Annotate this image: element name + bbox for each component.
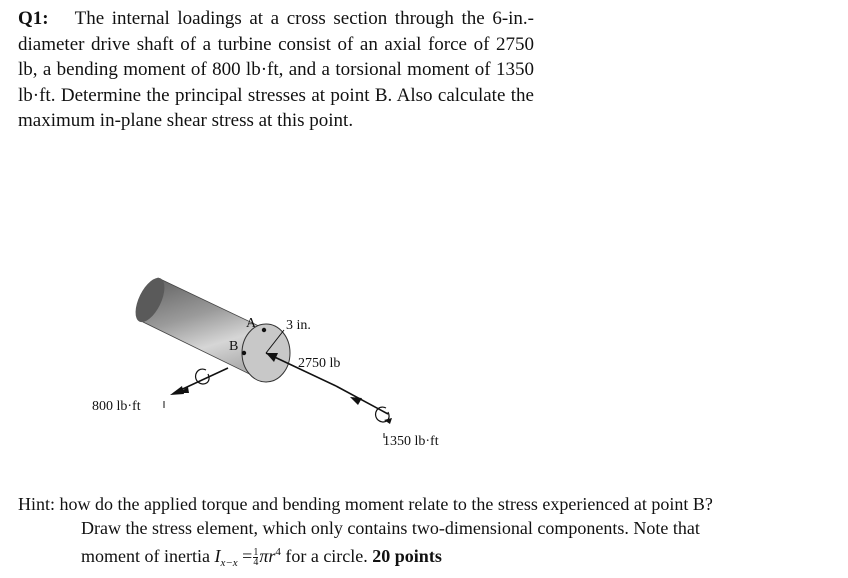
- inertia-symbol: I: [214, 546, 221, 566]
- shaft-figure: [88, 258, 488, 458]
- hint-line-3-suffix: for a circle.: [285, 546, 368, 566]
- torque-label: 1350 lb·ft: [383, 434, 439, 449]
- axial-force-label: 2750 lb: [298, 356, 341, 371]
- points-value: 20 points: [372, 546, 442, 566]
- exponent: 4: [275, 546, 281, 558]
- equals-sign: =: [242, 546, 253, 566]
- bending-moment-arrowhead: [170, 386, 184, 395]
- shaft-drawing: [88, 258, 488, 458]
- hint-line-3: [18, 540, 838, 575]
- hint-line-3-prefix: moment of inertia: [81, 546, 210, 566]
- torque-arrowhead: [350, 397, 362, 405]
- point-b-marker: [242, 351, 246, 355]
- question-text: [18, 6, 534, 134]
- hint-text: [18, 492, 838, 575]
- radius-label: 3 in.: [286, 318, 311, 333]
- question-body: The internal loadings at a cross section through the 6-in.-diameter drive shaft of a turbine consist of an axial force of 2750 lb, a bending moment of 800 lb·ft, and a torsional moment of 1350 lb·ft. Determine the principal stresses at point B. Also calculate the maximum in-plane shear stress at this point.: [18, 8, 534, 131]
- question-label: Q1:: [18, 8, 49, 29]
- fraction-denominator: 4: [253, 557, 259, 569]
- torque-line: [336, 386, 388, 414]
- hint-line-2: Draw the stress element, which only contains two-dimensional components. Note that: [81, 518, 700, 538]
- point-b-label: B: [229, 339, 239, 354]
- hint-line-1: Hint: how do the applied torque and bending moment relate to the stress experienced at point B?: [18, 494, 713, 514]
- quarter-fraction: [253, 548, 258, 567]
- pi-r: πr: [259, 546, 276, 566]
- bending-moment-curl: [196, 369, 210, 384]
- point-a-label: A: [246, 316, 257, 331]
- bending-moment-label: 800 lb·ft: [92, 399, 141, 414]
- point-a-marker: [262, 328, 266, 332]
- fraction-numerator: 1: [253, 547, 259, 559]
- inertia-subscript: x−x: [220, 557, 238, 569]
